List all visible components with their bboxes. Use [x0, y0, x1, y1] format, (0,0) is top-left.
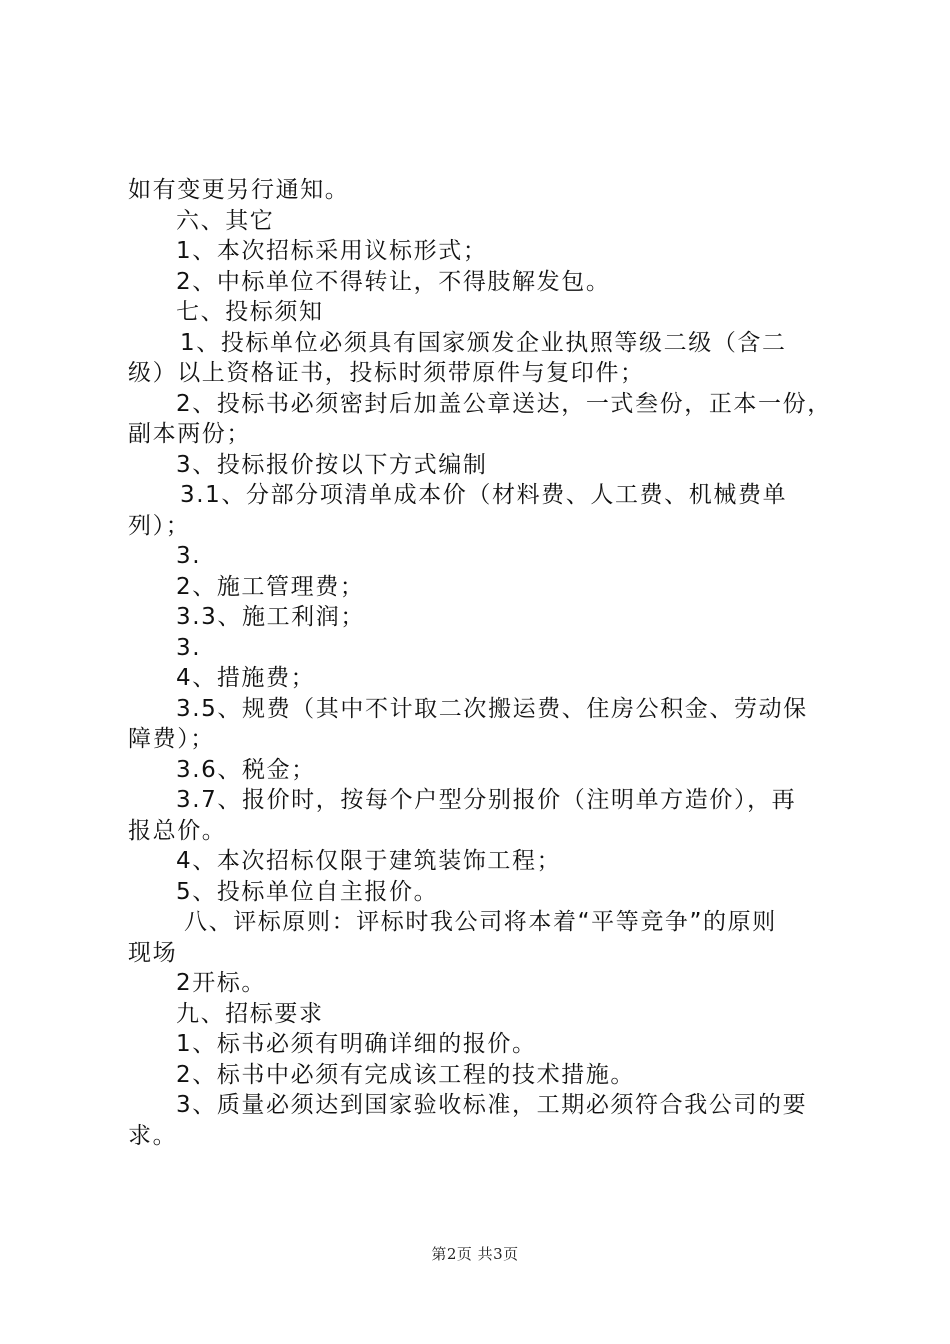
- text-line: 3、投标报价按以下方式编制: [176, 451, 488, 478]
- text-line: 现场: [128, 939, 178, 966]
- text-line: 1、投标单位必须具有国家颁发企业执照等级二级（含二: [180, 329, 787, 356]
- section-heading: 九、招标要求: [176, 1000, 324, 1027]
- page-number: 第2页 共3页: [431, 1245, 519, 1263]
- section-heading: 六、其它: [176, 207, 275, 234]
- text-line: 3.7、报价时，按每个户型分别报价（注明单方造价），再: [176, 787, 797, 813]
- text-line: 2、标书中必须有完成该工程的技术措施。: [176, 1061, 636, 1088]
- text-line: 求。: [128, 1122, 178, 1149]
- text-line: 3、质量必须达到国家验收标准，工期必须符合我公司的要: [176, 1092, 808, 1118]
- section-heading: 七、投标须知: [176, 299, 324, 325]
- text-line: 3.5、规费（其中不计取二次搬运费、住房公积金、劳动保: [176, 695, 808, 722]
- text-line: 1、标书必须有明确详细的报价。: [176, 1031, 537, 1057]
- text-line: 3.: [176, 543, 202, 569]
- text-line: 列）；: [128, 512, 191, 539]
- text-line: 级）以上资格证书，投标时须带原件与复印件；: [128, 360, 645, 386]
- text-line: 如有变更另行通知。: [128, 177, 350, 203]
- text-line: 4、措施费；: [176, 665, 316, 691]
- text-line: 障费）；: [128, 726, 215, 752]
- text-line: 1、本次招标采用议标形式；: [176, 238, 488, 264]
- text-line: 5、投标单位自主报价。: [176, 878, 439, 905]
- text-line: 3.1、分部分项清单成本价（材料费、人工费、机械费单: [180, 482, 788, 508]
- text-line: 3.6、税金；: [176, 756, 316, 783]
- text-line: 2、中标单位不得转让，不得肢解发包。: [176, 268, 611, 295]
- text-line: 2、投标书必须密封后加盖公章送达，一式叁份，正本一份，: [176, 390, 832, 417]
- section-heading: 八、评标原则：评标时我公司将本着“平等竞争”的原则: [184, 909, 777, 935]
- text-line: 2开标。: [176, 970, 267, 996]
- text-line: 3.3、施工利润；: [176, 604, 365, 630]
- document-body: [128, 175, 836, 1151]
- text-line: 4、本次招标仅限于建筑装饰工程；: [176, 848, 562, 874]
- text-line: 3.: [176, 634, 202, 661]
- text-line: 副本两份；: [128, 421, 251, 447]
- text-line: 2、施工管理费；: [176, 573, 365, 600]
- text-line: 报总价。: [128, 817, 227, 844]
